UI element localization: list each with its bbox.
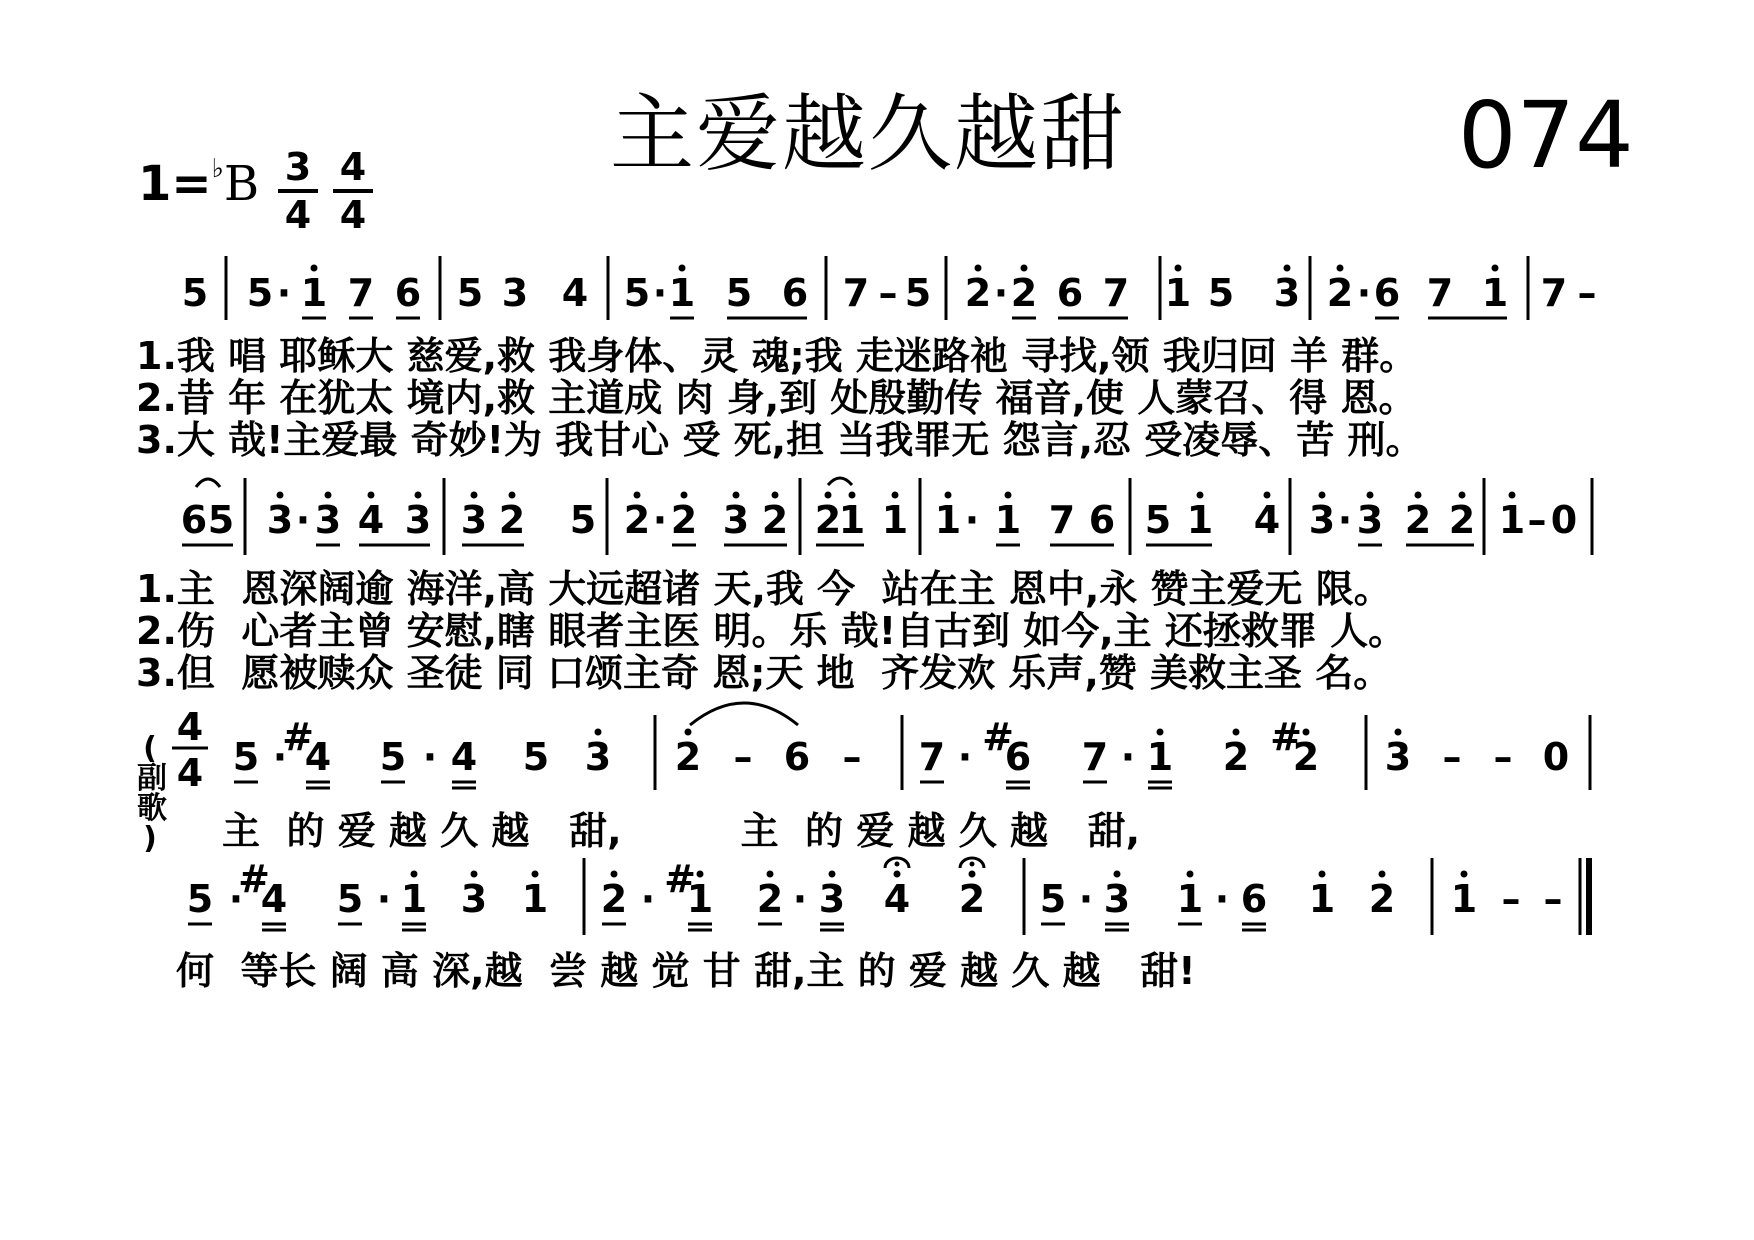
r2-note-octave-dot: [509, 492, 516, 499]
r1-note: 6: [781, 271, 809, 315]
flat-sign: ♭: [211, 154, 224, 184]
r2-note: 3: [314, 498, 342, 542]
r2-note: 2: [498, 498, 526, 542]
r2-dot: ·: [295, 498, 311, 542]
r3-note: 6: [1004, 735, 1032, 779]
r2-note-octave-dot: [368, 492, 375, 499]
r3-note: 6: [783, 735, 811, 779]
r2-note-octave-dot: [945, 492, 952, 499]
r1-note: 5: [623, 271, 651, 315]
r1-note: 5: [1207, 271, 1235, 315]
r2-note-octave-dot: [471, 492, 478, 499]
r1-note: 1: [300, 271, 328, 315]
r2-note: 5: [207, 498, 235, 542]
r3-note-octave-dot: [1395, 729, 1402, 736]
r2-note: 5: [569, 498, 597, 542]
r1-note: 3: [501, 271, 529, 315]
r2-note: 3: [1308, 498, 1336, 542]
r4-dot: ·: [228, 877, 244, 921]
r3-dash: –: [733, 735, 753, 779]
r4-note-octave-dot: [611, 871, 618, 878]
r4-note: 1: [1308, 877, 1336, 921]
r4-note-fermata-dot: [895, 862, 900, 867]
r4-note-octave-dot: [894, 871, 901, 878]
r1-note-octave-dot: [1492, 265, 1499, 272]
r1-note-octave-dot: [311, 265, 318, 272]
r3-note: 3: [1384, 735, 1412, 779]
r3-note: 7: [918, 735, 946, 779]
r3-dash: –: [1442, 735, 1462, 779]
r2-note-octave-dot: [1197, 492, 1204, 499]
r3-dash: –: [842, 735, 862, 779]
r4-note: 6: [1240, 877, 1268, 921]
r1-dot: ·: [276, 271, 292, 315]
r4-note: 1: [521, 877, 549, 921]
r4-note-octave-dot: [1114, 871, 1121, 878]
r2-note-octave-dot: [825, 492, 832, 499]
verse3-line1-lyrics: 3.大 哉!主爱最 奇妙!为 我甘心 受 死,担 当我罪无 怨言,忍 受凌辱、苦 刑。: [136, 418, 1424, 462]
r2-note: 4: [1253, 498, 1281, 542]
r3-note: 3: [584, 735, 612, 779]
r4-note: 5: [1039, 877, 1067, 921]
r1-note: 5: [246, 271, 274, 315]
r4-note: 3: [818, 877, 846, 921]
r4-note: 2: [600, 877, 628, 921]
r4-note-octave-dot: [532, 871, 539, 878]
r2-note-octave-dot: [1264, 492, 1271, 499]
r1-note: 5: [904, 271, 932, 315]
time-signature-4-4: 4 4: [333, 148, 373, 234]
r4-dot: ·: [1078, 877, 1094, 921]
r1-dot: ·: [993, 271, 1009, 315]
key-prefix: 1=: [138, 156, 212, 212]
r1-note: 5: [725, 271, 753, 315]
r2-note-octave-dot: [325, 492, 332, 499]
r4-note: 3: [1103, 877, 1131, 921]
r1-note: 1: [1481, 271, 1509, 315]
r4-note: 5: [336, 877, 364, 921]
r4-note: 3: [460, 877, 488, 921]
r2-note: 1: [1498, 498, 1526, 542]
r3-note: 2: [1292, 735, 1320, 779]
r1-note: 7: [842, 271, 870, 315]
r2-note: 2: [1404, 498, 1432, 542]
chorus-time-bottom: 4: [176, 751, 204, 795]
r4-note-octave-dot: [1461, 871, 1468, 878]
verse1-line1-lyrics: 1.我 唱 耶稣大 慈爱,救 我身体、灵 魂;我 走迷路祂 寻找,领 我归回 羊 群。: [136, 334, 1418, 378]
chorus-label-text: 副歌: [137, 761, 167, 826]
chorus-label: [137, 731, 167, 856]
r4-note-octave-dot: [1319, 871, 1326, 878]
r3-dot: ·: [272, 735, 288, 779]
r2-note: 2: [1448, 498, 1476, 542]
r3-note-sharp: #: [982, 715, 1014, 759]
r3-note: 4: [450, 735, 478, 779]
r4-note-octave-dot: [1187, 871, 1194, 878]
verse3-line2-lyrics: 3.但 愿被赎众 圣徒 同 口颂主奇 恩;天 地 齐发欢 乐声,赞 美救主圣 名。: [136, 651, 1392, 695]
r3-note-octave-dot: [1303, 729, 1310, 736]
r4-note-octave-dot: [471, 871, 478, 878]
chorus-label-open-paren: (: [143, 731, 157, 766]
r2-note-octave-dot: [415, 492, 422, 499]
key-letter: B: [223, 156, 260, 212]
r4-dot: ·: [376, 877, 392, 921]
r2-dot: ·: [652, 498, 668, 542]
r4-note: 4: [260, 877, 288, 921]
time-signature-3-4: 3 4: [278, 148, 318, 234]
r1-note: 7: [1102, 271, 1130, 315]
r2-note-octave-dot: [634, 492, 641, 499]
r2-note: 1: [881, 498, 909, 542]
r2-note-octave-dot: [681, 492, 688, 499]
r3-note: 2: [674, 735, 702, 779]
r3-tie: [690, 703, 798, 725]
r2-note-octave-dot: [733, 492, 740, 499]
r2-note: 6: [1088, 498, 1116, 542]
r4-note-octave-dot: [969, 871, 976, 878]
r2-note: 6: [180, 498, 208, 542]
r1-note: 2: [1326, 271, 1354, 315]
r2-note: 1: [838, 498, 866, 542]
r3-dot: ·: [1120, 735, 1136, 779]
r2-note: 0: [1550, 498, 1578, 542]
r1-note-octave-dot: [679, 265, 686, 272]
r3-note: 5: [522, 735, 550, 779]
r1-note-octave-dot: [1284, 265, 1291, 272]
r2-dash: –: [1527, 498, 1547, 542]
r4-dot: ·: [1214, 877, 1230, 921]
r2-note: 1: [994, 498, 1022, 542]
r2-note: 2: [814, 498, 842, 542]
r3-note-octave-dot: [1233, 729, 1240, 736]
r1-note: 7: [1540, 271, 1568, 315]
r4-note-sharp: #: [238, 857, 270, 901]
r1-note-octave-dot: [1021, 265, 1028, 272]
r1-note: 5: [181, 271, 209, 315]
r3-note: 5: [379, 735, 407, 779]
r4-note: 1: [686, 877, 714, 921]
r1-note: 7: [1426, 271, 1454, 315]
r4-dash: –: [1501, 877, 1521, 921]
r3-note-sharp: #: [282, 715, 314, 759]
r2-note: 3: [266, 498, 294, 542]
r2-note: 1: [934, 498, 962, 542]
r4-note: 2: [958, 877, 986, 921]
r4-note: 2: [756, 877, 784, 921]
r2-slur: [196, 479, 220, 487]
r4-note: 1: [1176, 877, 1204, 921]
r1-note-octave-dot: [1337, 265, 1344, 272]
r3-note-octave-dot: [1157, 729, 1164, 736]
r3-note: 4: [304, 735, 332, 779]
r3-note: 7: [1081, 735, 1109, 779]
r3-note-octave-dot: [595, 729, 602, 736]
r2-note-octave-dot: [1509, 492, 1516, 499]
r2-note-octave-dot: [849, 492, 856, 499]
r2-note: 2: [761, 498, 789, 542]
r4-note: 5: [186, 877, 214, 921]
r2-note: 3: [460, 498, 488, 542]
r2-note: 2: [670, 498, 698, 542]
r1-dash: –: [1577, 271, 1597, 315]
r1-dash: –: [878, 271, 898, 315]
chorus-line2-lyrics: 何 等长 阔 高 深,越 尝 越 觉 甘 甜,主 的 爱 越 久 越 甜!: [176, 949, 1196, 993]
r1-note: 2: [1010, 271, 1038, 315]
r2-note-octave-dot: [1415, 492, 1422, 499]
r4-note: 2: [1368, 877, 1396, 921]
r1-note: 7: [347, 271, 375, 315]
r2-note: 3: [722, 498, 750, 542]
r4-dash: –: [1543, 877, 1563, 921]
r1-note: 2: [964, 271, 992, 315]
r3-note: 0: [1542, 735, 1570, 779]
chorus-time-top: 4: [176, 705, 204, 749]
r2-dot: ·: [1337, 498, 1353, 542]
r4-note: 1: [1450, 877, 1478, 921]
r2-dot: ·: [964, 498, 980, 542]
r4-note-fermata-dot: [970, 862, 975, 867]
r4-note-octave-dot: [767, 871, 774, 878]
r1-note: 5: [456, 271, 484, 315]
r2-note: 3: [1356, 498, 1384, 542]
r4-note-octave-dot: [1379, 871, 1386, 878]
r1-dot: ·: [652, 271, 668, 315]
r2-note: 4: [357, 498, 385, 542]
r1-note: 6: [1373, 271, 1401, 315]
r2-note: 5: [1144, 498, 1172, 542]
r1-note: 6: [394, 271, 422, 315]
chorus-label-close-paren: ): [143, 821, 157, 856]
r4-note-sharp: #: [664, 857, 696, 901]
r3-note: 2: [1222, 735, 1250, 779]
r2-note: 3: [404, 498, 432, 542]
hymn-number: 074: [1458, 82, 1634, 189]
r3-dot: ·: [422, 735, 438, 779]
r3-dash: –: [1493, 735, 1513, 779]
hymn-title: 主爱越久越甜: [610, 85, 1127, 183]
r4-dot: ·: [792, 877, 808, 921]
r1-note: 4: [561, 271, 589, 315]
r4-note-octave-dot: [829, 871, 836, 878]
r2-note-octave-dot: [277, 492, 284, 499]
r1-note-octave-dot: [1175, 265, 1182, 272]
r2-note-octave-dot: [1459, 492, 1466, 499]
r4-note: 1: [400, 877, 428, 921]
r1-note: 1: [668, 271, 696, 315]
r2-note: 2: [623, 498, 651, 542]
r1-note-octave-dot: [975, 265, 982, 272]
r4-note-octave-dot: [411, 871, 418, 878]
r4-note: 4: [883, 877, 911, 921]
r2-note-octave-dot: [1367, 492, 1374, 499]
r3-dot: ·: [957, 735, 973, 779]
r2-note: 1: [1186, 498, 1214, 542]
r1-note: 1: [1164, 271, 1192, 315]
verse2-line2-lyrics: 2.伤 心者主曾 安慰,瞎 眼者主医 明。乐 哉!自古到 如今,主 还拯救罪 人。: [136, 609, 1407, 653]
r2-note-octave-dot: [772, 492, 779, 499]
r2-note-octave-dot: [1005, 492, 1012, 499]
verse2-line1-lyrics: 2.昔 年 在犹太 境内,救 主道成 肉 身,到 处殷勤传 福音,使 人蒙召、得 恩。: [136, 376, 1417, 420]
r4-note-octave-dot: [697, 871, 704, 878]
r2-note: 7: [1048, 498, 1076, 542]
r1-note: 6: [1056, 271, 1084, 315]
r1-dot: ·: [1356, 271, 1372, 315]
r3-note-sharp: #: [1270, 715, 1302, 759]
r1-note: 3: [1273, 271, 1301, 315]
r2-note-octave-dot: [892, 492, 899, 499]
r3-note: 5: [232, 735, 260, 779]
r4-dot: ·: [640, 877, 656, 921]
r2-note-octave-dot: [1319, 492, 1326, 499]
r2-slur: [828, 478, 852, 485]
r3-note: 1: [1146, 735, 1174, 779]
r3-note-octave-dot: [685, 729, 692, 736]
verse1-line2-lyrics: 1.主 恩深阔逾 海洋,高 大远超诸 天,我 今 站在主 恩中,永 赞主爱无 限。: [136, 567, 1392, 611]
chorus-line1-lyrics: 主 的 爱 越 久 越 甜, 主 的 爱 越 久 越 甜,: [222, 809, 1141, 853]
